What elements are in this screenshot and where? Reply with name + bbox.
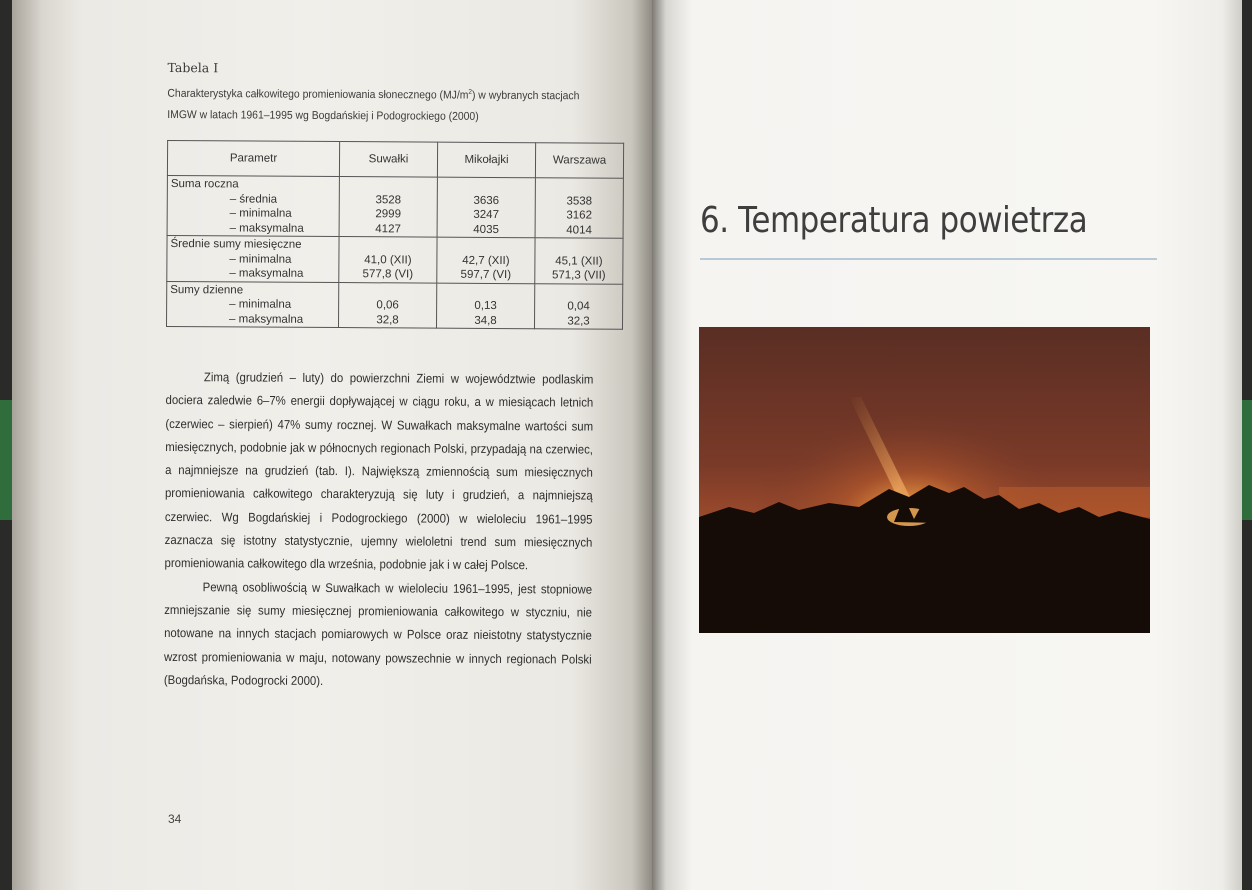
row-label: – minimalna xyxy=(229,207,292,220)
cell-value: 32,3 xyxy=(567,314,590,328)
value-cell xyxy=(339,177,437,238)
table-caption-line1-pre: Charakterystyka całkowitego promieniowania słonecznego (MJ/m xyxy=(167,87,469,102)
cell-value: 45,1 (XII) xyxy=(555,254,603,268)
group-label-cell xyxy=(167,175,339,236)
radiation-table xyxy=(166,140,624,330)
cell-value: 41,0 (XII) xyxy=(364,253,412,266)
value-cell xyxy=(437,283,535,329)
row-label: – maksymalna xyxy=(229,221,304,235)
row-label: – minimalna xyxy=(229,298,292,311)
group-label-cell xyxy=(167,281,339,328)
group-heading: Sumy dzienne xyxy=(170,283,244,296)
table-label: Tabela I xyxy=(167,59,219,76)
title-rule xyxy=(700,258,1157,260)
value-cell xyxy=(339,282,437,328)
row-label: – średnia xyxy=(229,192,278,206)
table-caption-line2: IMGW w latach 1961–1995 wg Bogdańskiej i Podogrockiego (2000) xyxy=(167,108,479,123)
table-group-row xyxy=(167,175,623,238)
cell-value: 3528 xyxy=(375,193,402,206)
cell-value: 4127 xyxy=(375,222,401,235)
cell-value: 4035 xyxy=(473,223,499,236)
page-number: 34 xyxy=(168,812,182,826)
cell-value: 3538 xyxy=(566,194,593,208)
cell-value: 3247 xyxy=(473,208,500,222)
cell-value: 571,3 (VII) xyxy=(551,269,606,282)
row-label: – maksymalna xyxy=(229,267,304,280)
table-header-row xyxy=(167,141,623,179)
group-heading: Suma roczna xyxy=(170,178,239,191)
cell-value: 3162 xyxy=(566,209,593,222)
header-warszawa: Warszawa xyxy=(535,143,623,179)
value-cell xyxy=(535,238,623,284)
paragraph: Pewną osobliwością w Suwałkach w wieloleciu 1961–1995, jest stopniowe zmniejszanie się sumy miesięcznej promieniowania całkowitego w styczniu, nie notowane na innych stacjach pomiarowych w Polsce oraz nieistotny statystycznie wzrost promieniowania w maju, notowany powszechnie w innych regionach Polski (Bogdańska, Podogrocki 2000). xyxy=(163,579,593,688)
value-cell xyxy=(437,177,535,238)
group-label-cell xyxy=(167,235,339,282)
table-caption xyxy=(167,80,618,129)
cell-value: 34,8 xyxy=(474,314,497,327)
table-group-row xyxy=(167,281,623,329)
header-parametr: Parametr xyxy=(167,141,339,177)
cell-value: 0,06 xyxy=(376,299,399,312)
cell-value: 32,8 xyxy=(376,313,399,326)
header-suwalki: Suwałki xyxy=(339,142,437,178)
paragraph: Zimą (grudzień – luty) do powierzchni Ziemi w województwie podlaskim dociera zaledwie 6–7% energii dopływającej w ciągu roku, a w miesiącach letnich (czerwiec – sierpień) 47% sumy rocznej. W Suwałkach maksymalne wartości sum miesięcznych, podobnie jak w północnych regionach Polski, przypadają na czerwiec, a najmniejsze na grudzień (tab. I). Największą zmiennością sum miesięcznych promieniowania całkowitego charakteryzują się luty i grudzień, a najmniejszą czerwiec. Wg Bogdańskiej i Podogrockiego (2000) w wieloleciu 1961–1995 zaznacza się istotny statystycznie, ujemny wieloletni trend sum miesięcznych promieniowania całkowitego dla września, podobnie jak i w całej Polsce. xyxy=(164,370,594,573)
background-edge-left xyxy=(0,400,12,520)
value-cell xyxy=(534,283,622,329)
cell-value: 3636 xyxy=(473,194,500,207)
group-heading: Średnie sumy miesięczne xyxy=(170,238,302,251)
value-cell xyxy=(535,178,623,239)
header-mikolajki: Mikołajki xyxy=(437,142,535,178)
sunset-photo xyxy=(699,327,1150,633)
cell-value: 0,04 xyxy=(567,300,590,313)
value-cell xyxy=(437,237,535,283)
cell-value: 2999 xyxy=(375,208,402,221)
cell-value: 597,7 (VI) xyxy=(460,268,512,282)
cell-value: 577,8 (VI) xyxy=(362,268,414,281)
table-group-row xyxy=(167,235,623,283)
cell-value: 0,13 xyxy=(474,299,497,313)
cell-value: 42,7 (XII) xyxy=(462,254,510,267)
sunset-image xyxy=(699,327,1150,633)
table-caption-sup: 2 xyxy=(468,88,473,96)
chapter-number: 6. xyxy=(700,200,729,241)
row-label: – minimalna xyxy=(229,252,292,266)
value-cell xyxy=(339,237,437,283)
row-label: – maksymalna xyxy=(229,312,304,326)
cell-value: 4014 xyxy=(566,223,592,237)
chapter-title-text: Temperatura powietrza xyxy=(738,200,1088,241)
chapter-title xyxy=(700,200,1087,241)
body-text xyxy=(164,366,594,695)
table-caption-line1-post: ) w wybranych stacjach xyxy=(471,89,580,103)
